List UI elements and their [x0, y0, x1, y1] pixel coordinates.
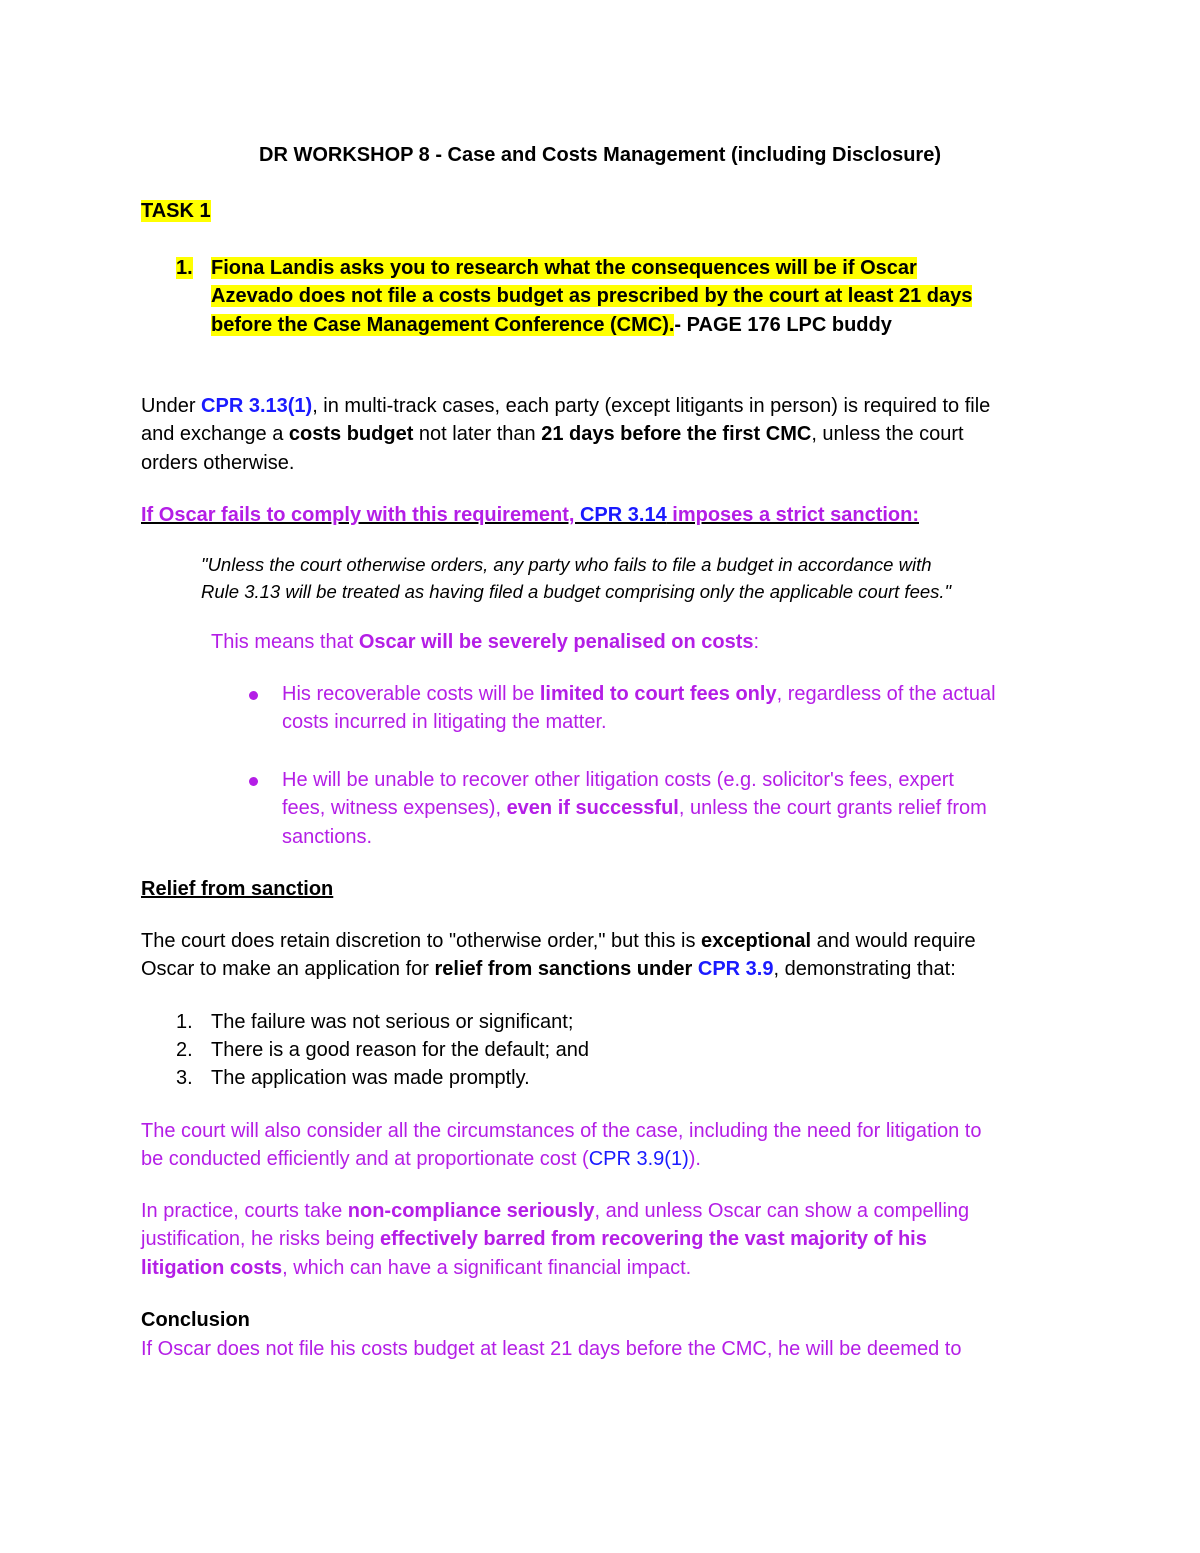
- bullet-2-line-3: sanctions.: [282, 826, 373, 848]
- quote-line-1: "Unless the court otherwise orders, any party who fails to file a budget in accordance with: [201, 554, 932, 575]
- cpr-3-9-ref: CPR 3.9: [697, 958, 774, 980]
- relief-list-num-2: 2.: [176, 1039, 193, 1061]
- question-number: 1.: [176, 257, 193, 279]
- practice-line-2: justification, he risks being effectively barred from recovering the vast majority of his: [141, 1228, 927, 1250]
- document-title: DR WORKSHOP 8 - Case and Costs Management (including Disclosure): [259, 144, 941, 166]
- relief-heading: Relief from sanction: [141, 878, 334, 900]
- relief-para-line-2: Oscar to make an application for relief from sanctions under CPR 3.9, demonstrating that:: [141, 958, 956, 980]
- question-line-1: Fiona Landis asks you to research what the consequences will be if Oscar: [211, 257, 917, 279]
- question-line-3: before the Case Management Conference (CMC).- PAGE 176 LPC buddy: [211, 314, 892, 336]
- practice-line-3: litigation costs, which can have a significant financial impact.: [141, 1257, 692, 1279]
- bullet-1-line-1: His recoverable costs will be limited to court fees only, regardless of the actual: [282, 683, 996, 705]
- means-line: This means that Oscar will be severely penalised on costs:: [211, 631, 760, 653]
- question-line-2: Azevado does not file a costs budget as prescribed by the court at least 21 days: [211, 285, 973, 307]
- bullet-dot-icon: [249, 691, 258, 700]
- conclusion-heading: Conclusion: [141, 1309, 250, 1331]
- conclusion-line-1: If Oscar does not file his costs budget at least 21 days before the CMC, he will be deemed to: [141, 1338, 962, 1360]
- para1-line-1: Under CPR 3.13(1), in multi-track cases, each party (except litigants in person) is required to file: [141, 395, 991, 417]
- bullet-2-line-2: fees, witness expenses), even if successful, unless the court grants relief from: [282, 797, 987, 819]
- cpr-3-14-ref: CPR 3.14: [579, 504, 667, 526]
- circumstances-line-2: be conducted efficiently and at proportionate cost (CPR 3.9(1)).: [141, 1148, 701, 1170]
- cpr-3-9-1-ref: CPR 3.9(1): [588, 1148, 689, 1170]
- relief-list-num-1: 1.: [176, 1011, 193, 1033]
- practice-line-1: In practice, courts take non-compliance seriously, and unless Oscar can show a compelling: [141, 1200, 970, 1222]
- relief-para-line-1: The court does retain discretion to "otherwise order," but this is exceptional and would require: [141, 930, 976, 952]
- cpr-3-13-1-ref: CPR 3.13(1): [201, 395, 313, 417]
- task-label-text: TASK 1: [141, 200, 211, 222]
- relief-list-item-3: The application was made promptly.: [211, 1067, 530, 1089]
- bullet-2-line-1: He will be unable to recover other litigation costs (e.g. solicitor's fees, expert: [282, 769, 954, 791]
- circumstances-line-1: The court will also consider all the circumstances of the case, including the need for litigation to: [141, 1120, 982, 1142]
- para1-line-3: orders otherwise.: [141, 452, 295, 474]
- task-label: [141, 197, 211, 226]
- bullet-dot-icon: [249, 777, 258, 786]
- quote-line-2: Rule 3.13 will be treated as having filed a budget comprising only the applicable court fees.": [201, 581, 952, 602]
- sanction-heading: If Oscar fails to comply with this requirement, CPR 3.14 imposes a strict sanction:: [141, 504, 919, 526]
- relief-list-item-1: The failure was not serious or significant;: [211, 1011, 574, 1033]
- relief-list-num-3: 3.: [176, 1067, 193, 1089]
- bullet-1-line-2: costs incurred in litigating the matter.: [282, 711, 607, 733]
- relief-list-item-2: There is a good reason for the default; and: [211, 1039, 590, 1061]
- para1-line-2: and exchange a costs budget not later than 21 days before the first CMC, unless the court: [141, 423, 964, 445]
